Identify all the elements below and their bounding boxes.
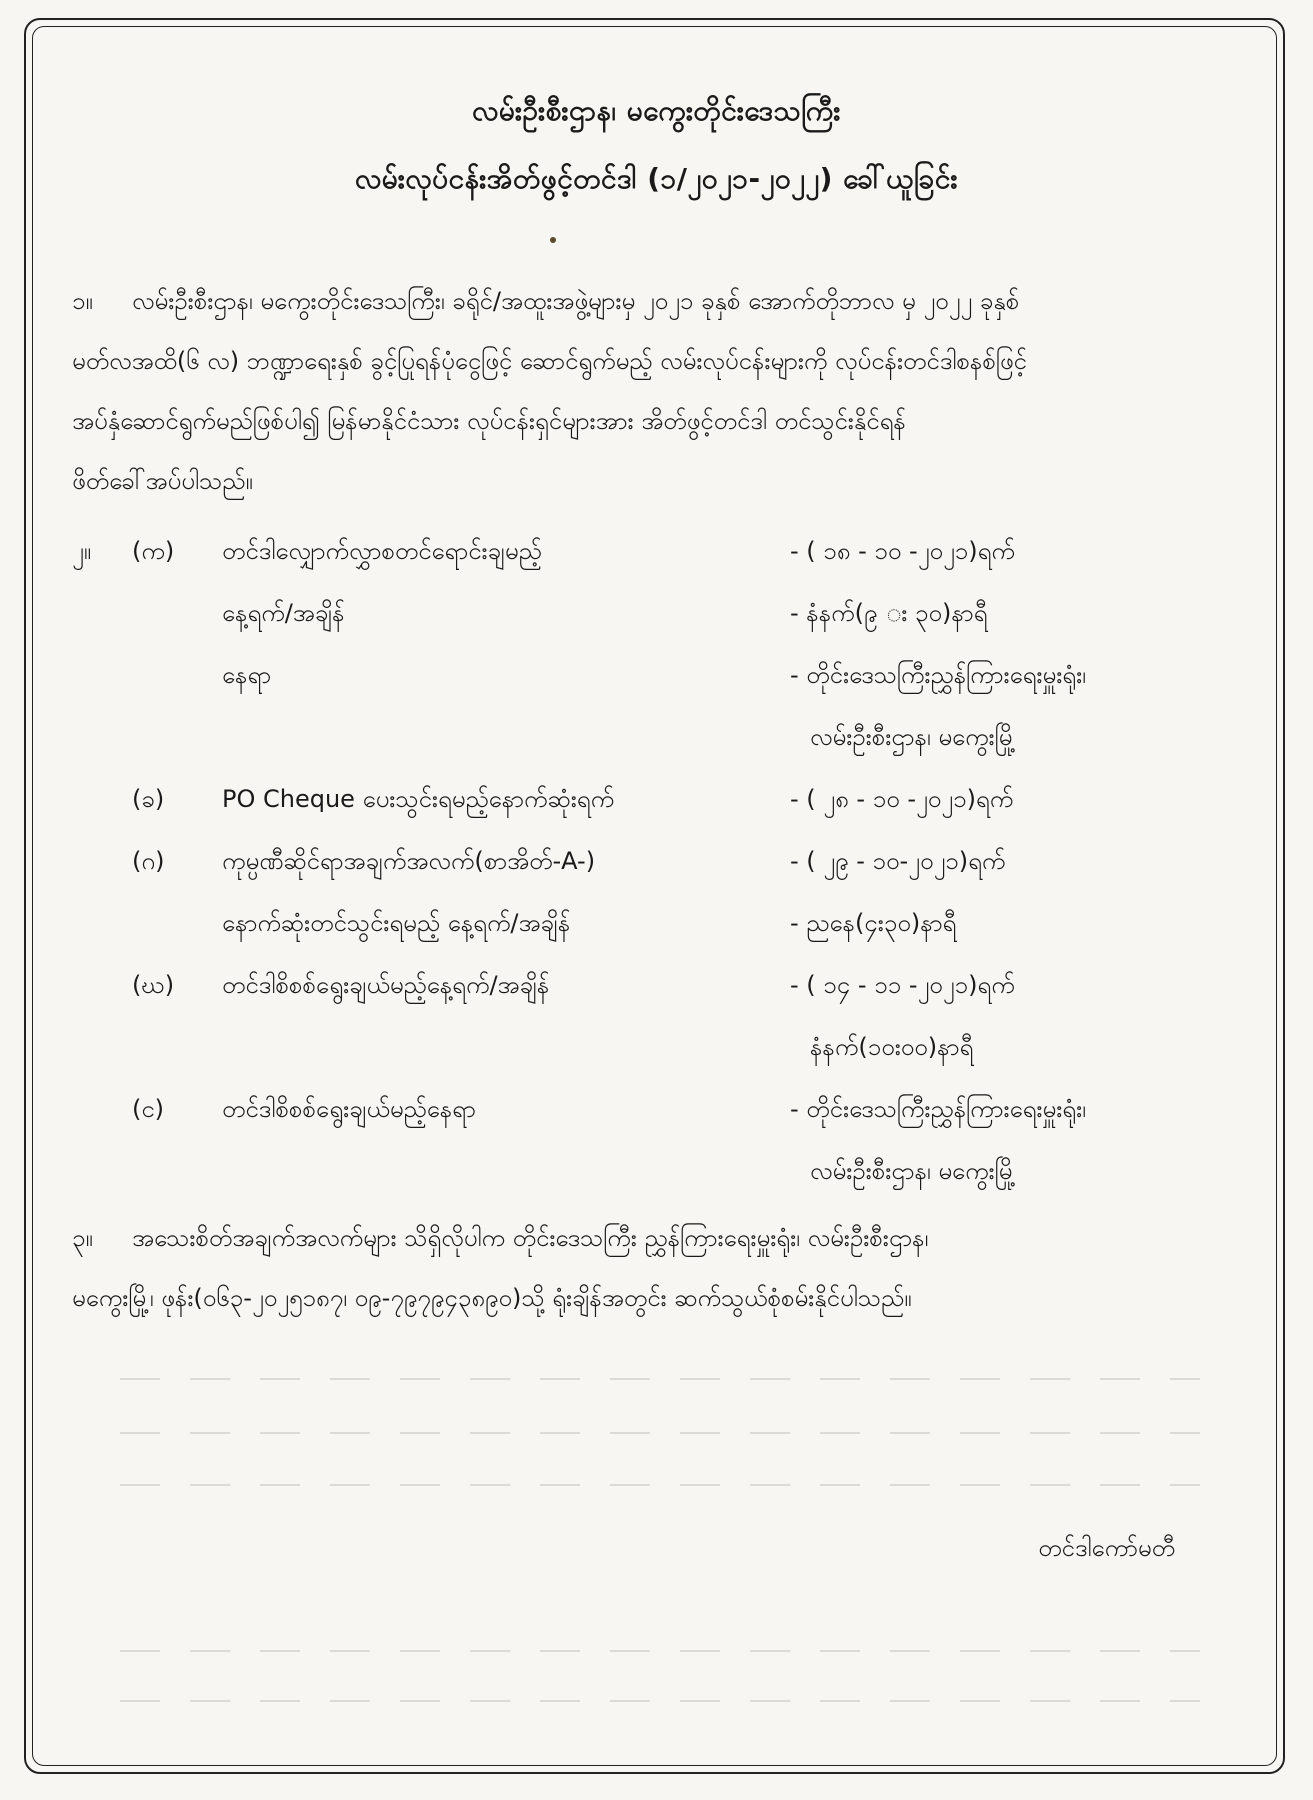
item-letter: (က) <box>132 537 175 565</box>
item-letter: (ဃ) <box>132 971 175 999</box>
item-label: နောက်ဆုံးတင်သွင်းရမည့် နေ့ရက်/အချိန် <box>222 909 571 937</box>
section3-line: အသေးစိတ်အချက်အလက်များ သိရှိလိုပါက တိုင်းဒေသကြီး ညွှန်ကြားရေးမှူးရုံး၊ လမ်းဦးစီးဌာန၊ <box>132 1224 929 1252</box>
signature-committee: တင်ဒါကော်မတီ <box>1038 1534 1175 1562</box>
item-letter: (ခ) <box>132 785 165 813</box>
bleed-through-mark <box>120 1700 1200 1702</box>
document-title-line1: လမ်းဦးစီးဌာန၊ မကွေးတိုင်းဒေသကြီး <box>472 94 841 127</box>
item-label: နေရာ <box>222 661 272 689</box>
item-label: ကုမ္ပဏီဆိုင်ရာအချက်အလက်(စာအိတ်-A-) <box>222 847 596 875</box>
section1-number: ၁။ <box>72 287 93 315</box>
item-value: - ညနေ(၄း၃၀)နာရီ <box>790 909 957 937</box>
item-value: - တိုင်းဒေသကြီးညွှန်ကြားရေးမှူးရုံး၊ <box>790 661 1086 689</box>
section1-line: လမ်းဦးစီးဌာန၊ မကွေးတိုင်းဒေသကြီး၊ ခရိုင်/အထူးအဖွဲ့များမှ ၂၀၂၁ ခုနှစ် အောက်တိုဘာလ မှ ၂၀၂၂ ခုနှစ် <box>132 287 1020 315</box>
item-value: လမ်းဦးစီးဌာန၊ မကွေးမြို့ <box>810 1157 1017 1185</box>
item-value: - ( ၁၈ - ၁၀ -၂၀၂၁)ရက် <box>790 537 1015 565</box>
scan-speck <box>550 237 556 243</box>
item-value: - နံနက်(၉ း ၃၀)နာရီ <box>790 599 988 627</box>
bleed-through-mark <box>120 1650 1200 1652</box>
item-value: - ( ၂၉ - ၁၀-၂၀၂၁)ရက် <box>790 847 1006 875</box>
document-title-line2: လမ်းလုပ်ငန်းအိတ်ဖွင့်တင်ဒါ (၁/၂၀၂၁-၂၀၂၂) ခေါ်ယူခြင်း <box>355 162 958 195</box>
item-label: PO Cheque ပေးသွင်းရမည့်နောက်ဆုံးရက် <box>222 785 615 813</box>
section1-line: မတ်လအထိ(၆ လ) ဘဏ္ဍာရေးနှစ် ခွင့်ပြုရန်ပုံငွေဖြင့် ဆောင်ရွက်မည့် လမ်းလုပ်ငန်းများကို လုပ်ငန်းတင်ဒါစနစ်ဖြင့် <box>72 347 1027 375</box>
bleed-through-mark <box>120 1432 1200 1434</box>
item-value: - ( ၁၄ - ၁၁ -၂၀၂၁)ရက် <box>790 971 1015 999</box>
section1-line: ဖိတ်ခေါ်အပ်ပါသည်။ <box>72 467 253 495</box>
item-value: နံနက်(၁၀း၀၀)နာရီ <box>810 1033 974 1061</box>
item-letter: (င) <box>132 1095 165 1123</box>
item-label: နေ့ရက်/အချိန် <box>222 599 345 627</box>
item-label: တင်ဒါစိစစ်ရွေးချယ်မည့်နေရာ <box>222 1095 476 1123</box>
item-value: လမ်းဦးစီးဌာန၊ မကွေးမြို့ <box>810 723 1017 751</box>
section1-line: အပ်နှံဆောင်ရွက်မည်ဖြစ်ပါ၍ မြန်မာနိုင်ငံသား လုပ်ငန်းရှင်များအား အိတ်ဖွင့်တင်ဒါ တင်သွင်းနိုင်ရန် <box>72 407 906 435</box>
section3-line: မကွေးမြို့၊ ဖုန်း(၀၆၃-၂၀၂၅၁၈၇၊ ၀၉-၇၉၇၉၄၃၈၉၀)သို့ ရုံးချိန်အတွင်း ဆက်သွယ်စုံစမ်းနိုင်ပါသည်။ <box>72 1284 912 1312</box>
item-label: တင်ဒါစိစစ်ရွေးချယ်မည့်နေ့ရက်/အချိန် <box>222 971 550 999</box>
section3-number: ၃။ <box>72 1224 93 1252</box>
bleed-through-mark <box>120 1378 1200 1380</box>
item-label: တင်ဒါလျှောက်လွှာစတင်ရောင်းချမည့် <box>222 537 542 565</box>
section2-number: ၂။ <box>72 537 92 565</box>
item-value: - တိုင်းဒေသကြီးညွှန်ကြားရေးမှူးရုံး၊ <box>790 1095 1086 1123</box>
item-letter: (ဂ) <box>132 847 165 875</box>
bleed-through-mark <box>120 1484 1200 1486</box>
item-value: - ( ၂၈ - ၁၀ -၂၀၂၁)ရက် <box>790 785 1014 813</box>
